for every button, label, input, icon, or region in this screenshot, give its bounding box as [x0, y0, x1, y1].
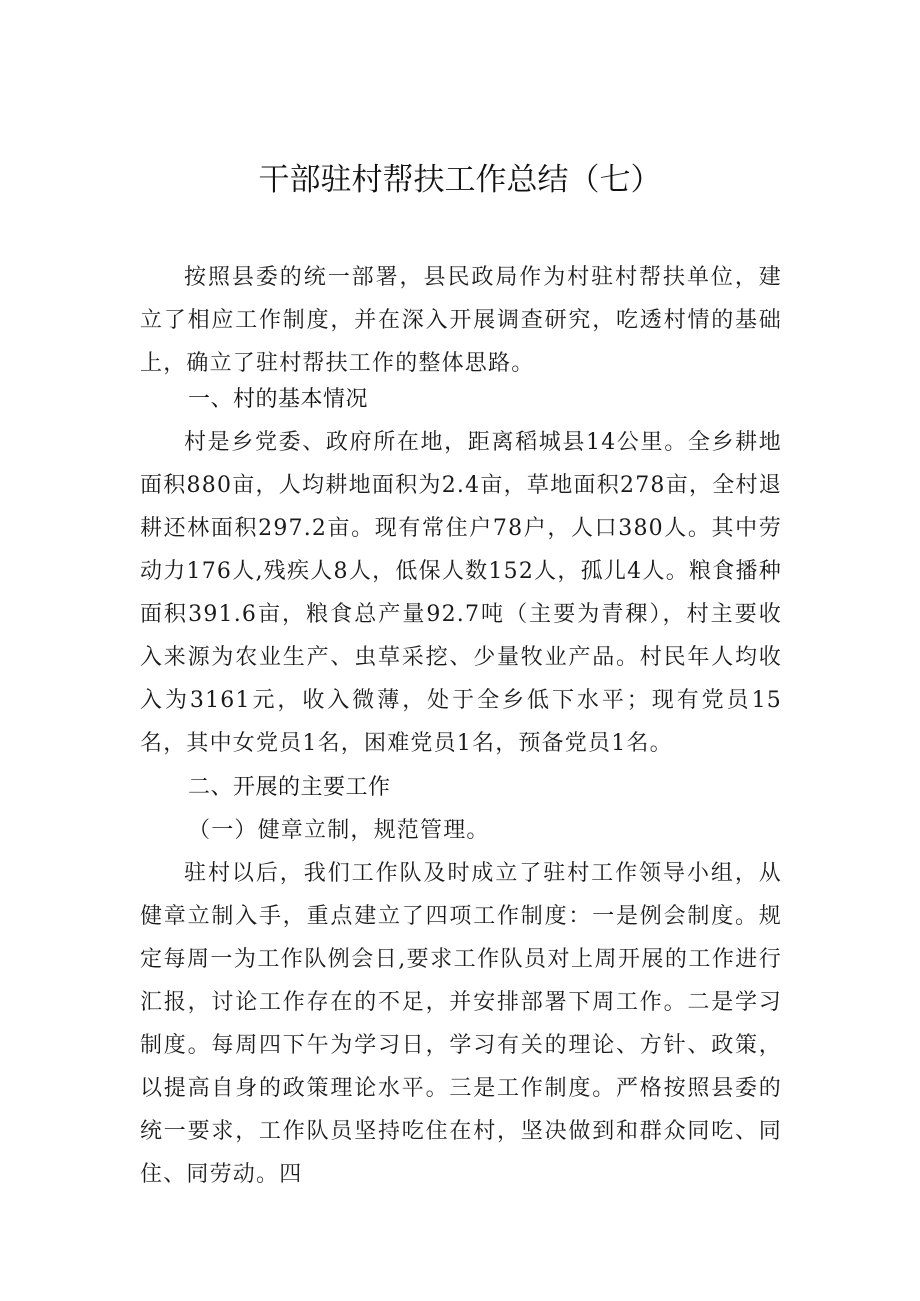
basic-info-paragraph: 村是乡党委、政府所在地，距离稻城县14公里。全乡耕地面积880亩，人均耕地面积为2.4亩，草地面积278亩，全村退耕还林面积297.2亩。现有常住户78户，人口380人。其中劳动力176人,残疾人8人，低保人数152人，孤儿4人。粮食播种面积391.6亩，粮食总产量92.7吨（主要为青稞），村主要收入来源为农业生产、虫草采挖、少量牧业产品。村民年人均收入为3161元，收入微薄，处于全乡低下水平；现有党员15名，其中女党员1名，困难党员1名，预备党员1名。 [140, 430, 782, 756]
rules-paragraph: 驻村以后，我们工作队及时成立了驻村工作领导小组，从健章立制入手，重点建立了四项工作制度：一是例会制度。规定每周一为工作队例会日,要求工作队员对上周开展的工作进行汇报，讨论工作存在的不足，并安排部署下周工作。二是学习制度。每周四下午为学习日，学习有关的理论、方针、政策，以提高自身的政策理论水平。三是工作制度。严格按照县委的统一要求，工作队员坚持吃住在村，坚决做到和群众同吃、同住、同劳动。四 [140, 861, 782, 1187]
document-title: 干部驻村帮扶工作总结（七） [258, 162, 662, 198]
section-heading-main-work: 二、开展的主要工作 [188, 775, 391, 800]
subsection-heading-rules: （一）健章立制，规范管理。 [188, 818, 490, 843]
intro-paragraph: 按照县委的统一部署，县民政局作为村驻村帮扶单位，建立了相应工作制度，并在深入开展调查研究，吃透村情的基础上，确立了驻村帮扶工作的整体思路。 [140, 265, 782, 376]
section-heading-basic-info: 一、村的基本情况 [188, 387, 369, 412]
